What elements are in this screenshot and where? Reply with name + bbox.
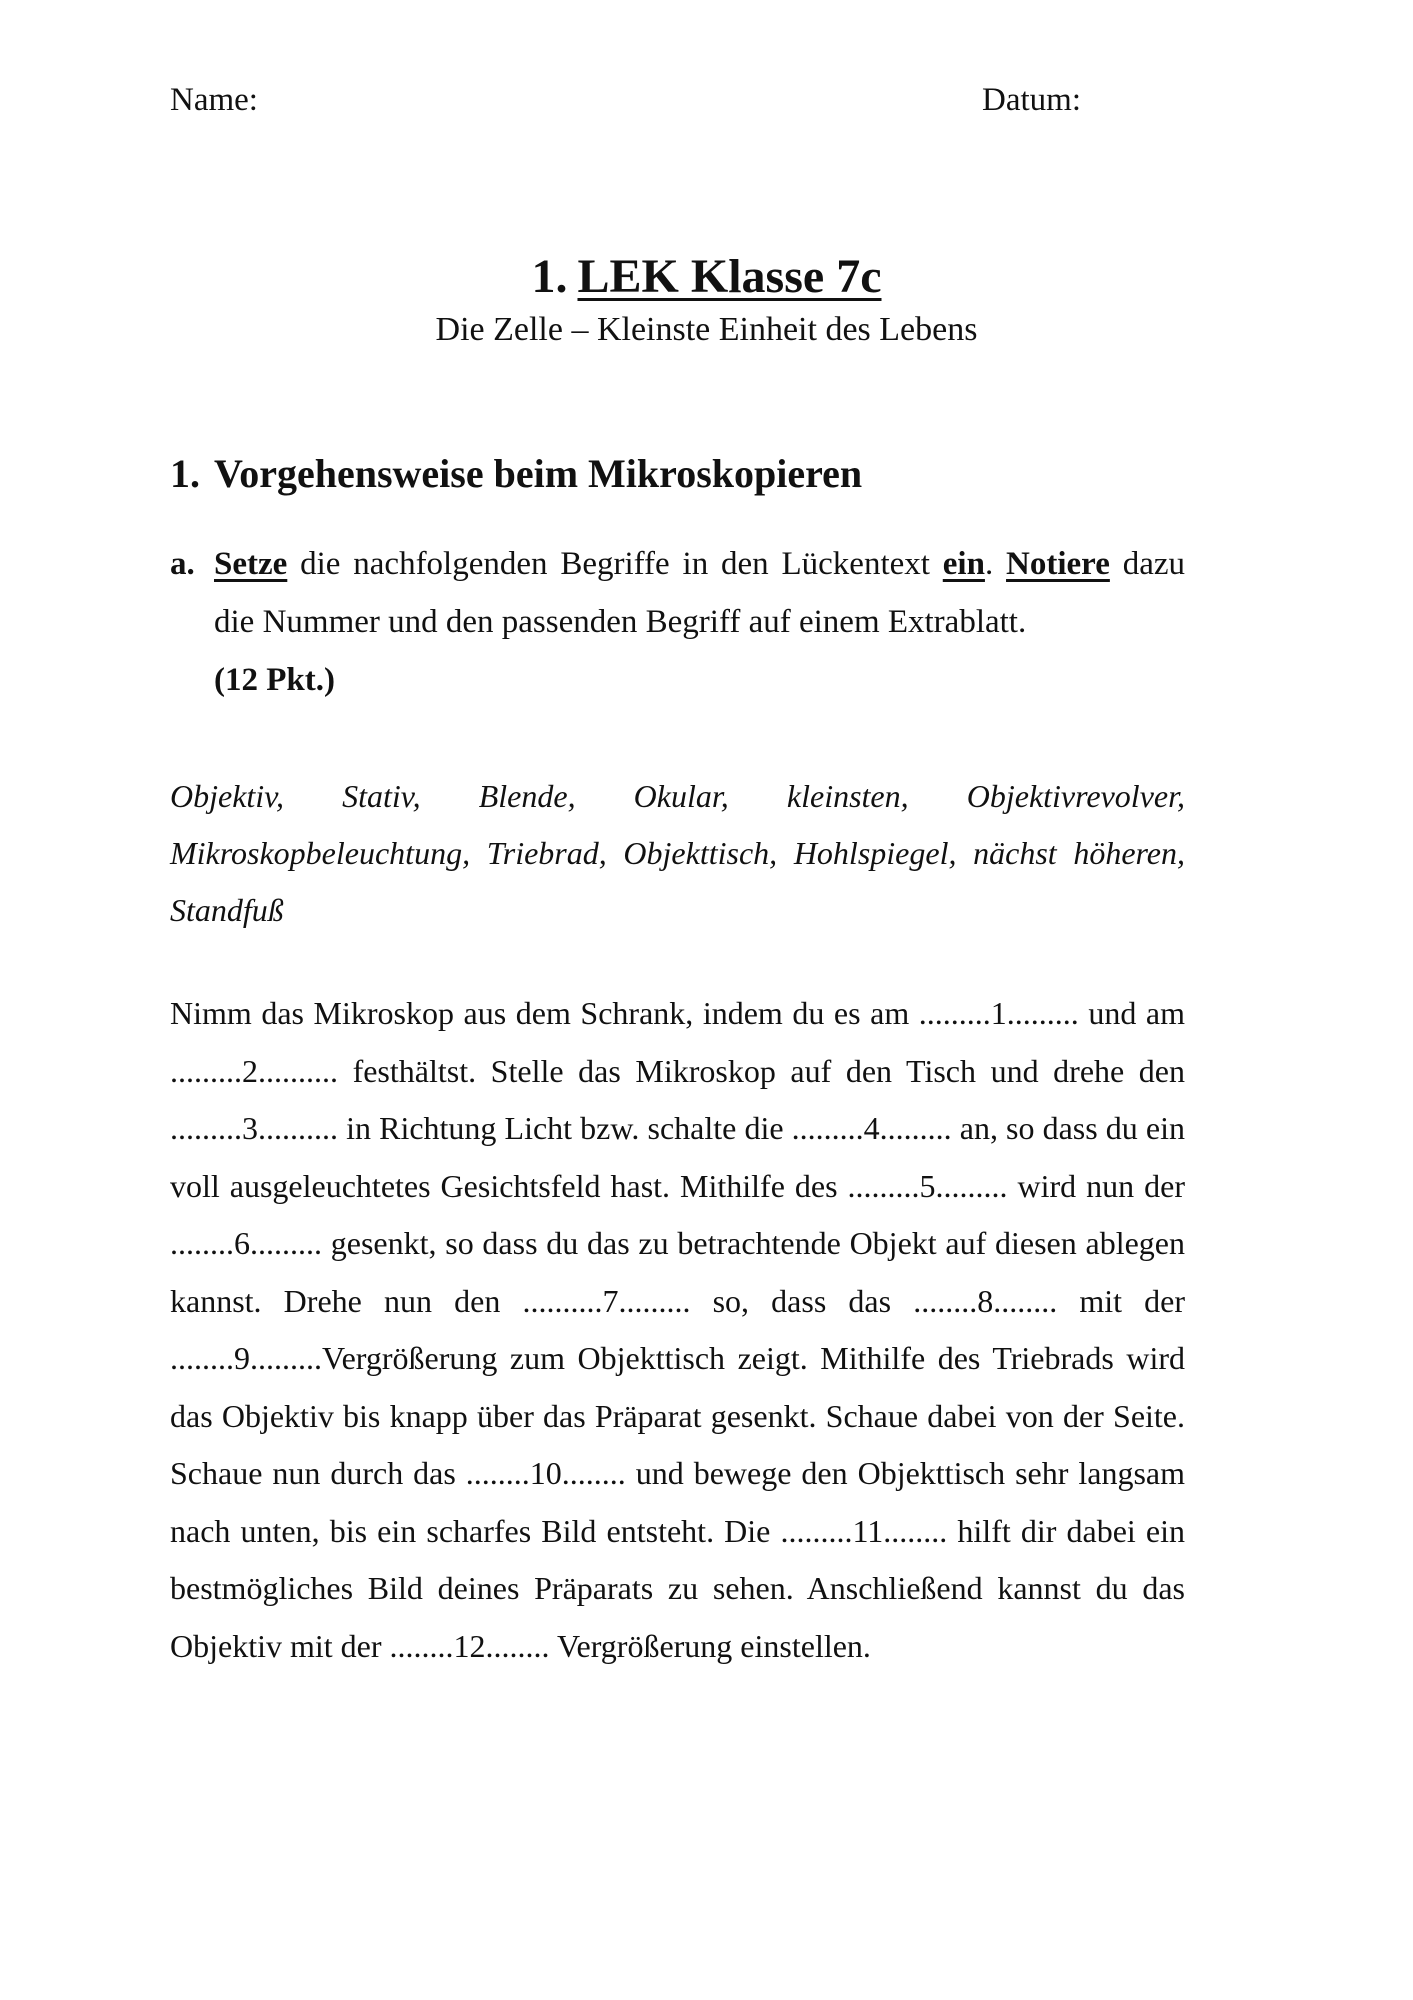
task-verb-ein: ein	[942, 546, 985, 582]
task-verb-setze: Setze	[214, 546, 288, 582]
section-heading	[170, 450, 862, 497]
cloze-text: Nimm das Mikroskop aus dem Schrank, indem du es am .........1......... und am .........2.......... festhältst. Stelle das Mikroskop auf den Tisch und drehe den .........3.......... in Richtung Licht bzw. schalte die .........4......... an, so dass du ein voll ausgeleuchtetes Gesichtsfeld hast. Mithilfe des .........5......... wird nun der ........6......... gesenkt, so dass du das zu betrachtende Objekt auf diesen ablegen kannst. Drehe nun den ..........7......... so, dass das ........8........ mit der ........9.........Vergrößerung zum Objekttisch zeigt. Mithilfe des Triebrads wird das Objektiv bis knapp über das Präparat gesenkt. Schaue dabei von der Seite. Schaue nun durch das ........10........ und bewege den Objekttisch sehr langsam nach unten, bis ein scharfes Bild entsteht. Die .........11........ hilft dir dabei ein bestmögliches Bild deines Präparats zu sehen. Anschließend kannst du das Objektiv mit der ........12........ Vergrößerung einstellen.	[170, 995, 1185, 1664]
title-block	[0, 250, 1413, 352]
title-number: 1.	[531, 250, 568, 303]
name-label: Name:	[170, 82, 258, 118]
page-subtitle: Die Zelle – Kleinste Einheit des Lebens	[435, 311, 978, 348]
task-text-1: die nachfolgenden Begriffe in den Lückentext	[287, 546, 943, 582]
task-points: (12 Pkt.)	[214, 662, 335, 698]
task-text-3: dazu die Nummer und den passenden Begriff auf einem Extrablatt.	[214, 546, 1185, 640]
section-number: 1.	[170, 451, 200, 496]
task-verb-notiere: Notiere	[1006, 546, 1110, 582]
task-a	[170, 535, 1185, 709]
task-letter: a.	[170, 546, 195, 582]
date-label: Datum:	[982, 82, 1081, 118]
title-text: LEK Klasse 7c	[577, 250, 882, 303]
page-title	[0, 250, 1413, 304]
task-instruction	[214, 535, 1185, 709]
task-text-2: .	[984, 546, 1007, 582]
section-title: Vorgehensweise beim Mikroskopieren	[214, 451, 863, 496]
term-list: Objektiv, Stativ, Blende, Okular, kleinsten, Objektivrevolver, Mikroskopbeleuchtung, Triebrad, Objekttisch, Hohlspiegel, nächst höheren, Standfuß	[170, 778, 1185, 928]
